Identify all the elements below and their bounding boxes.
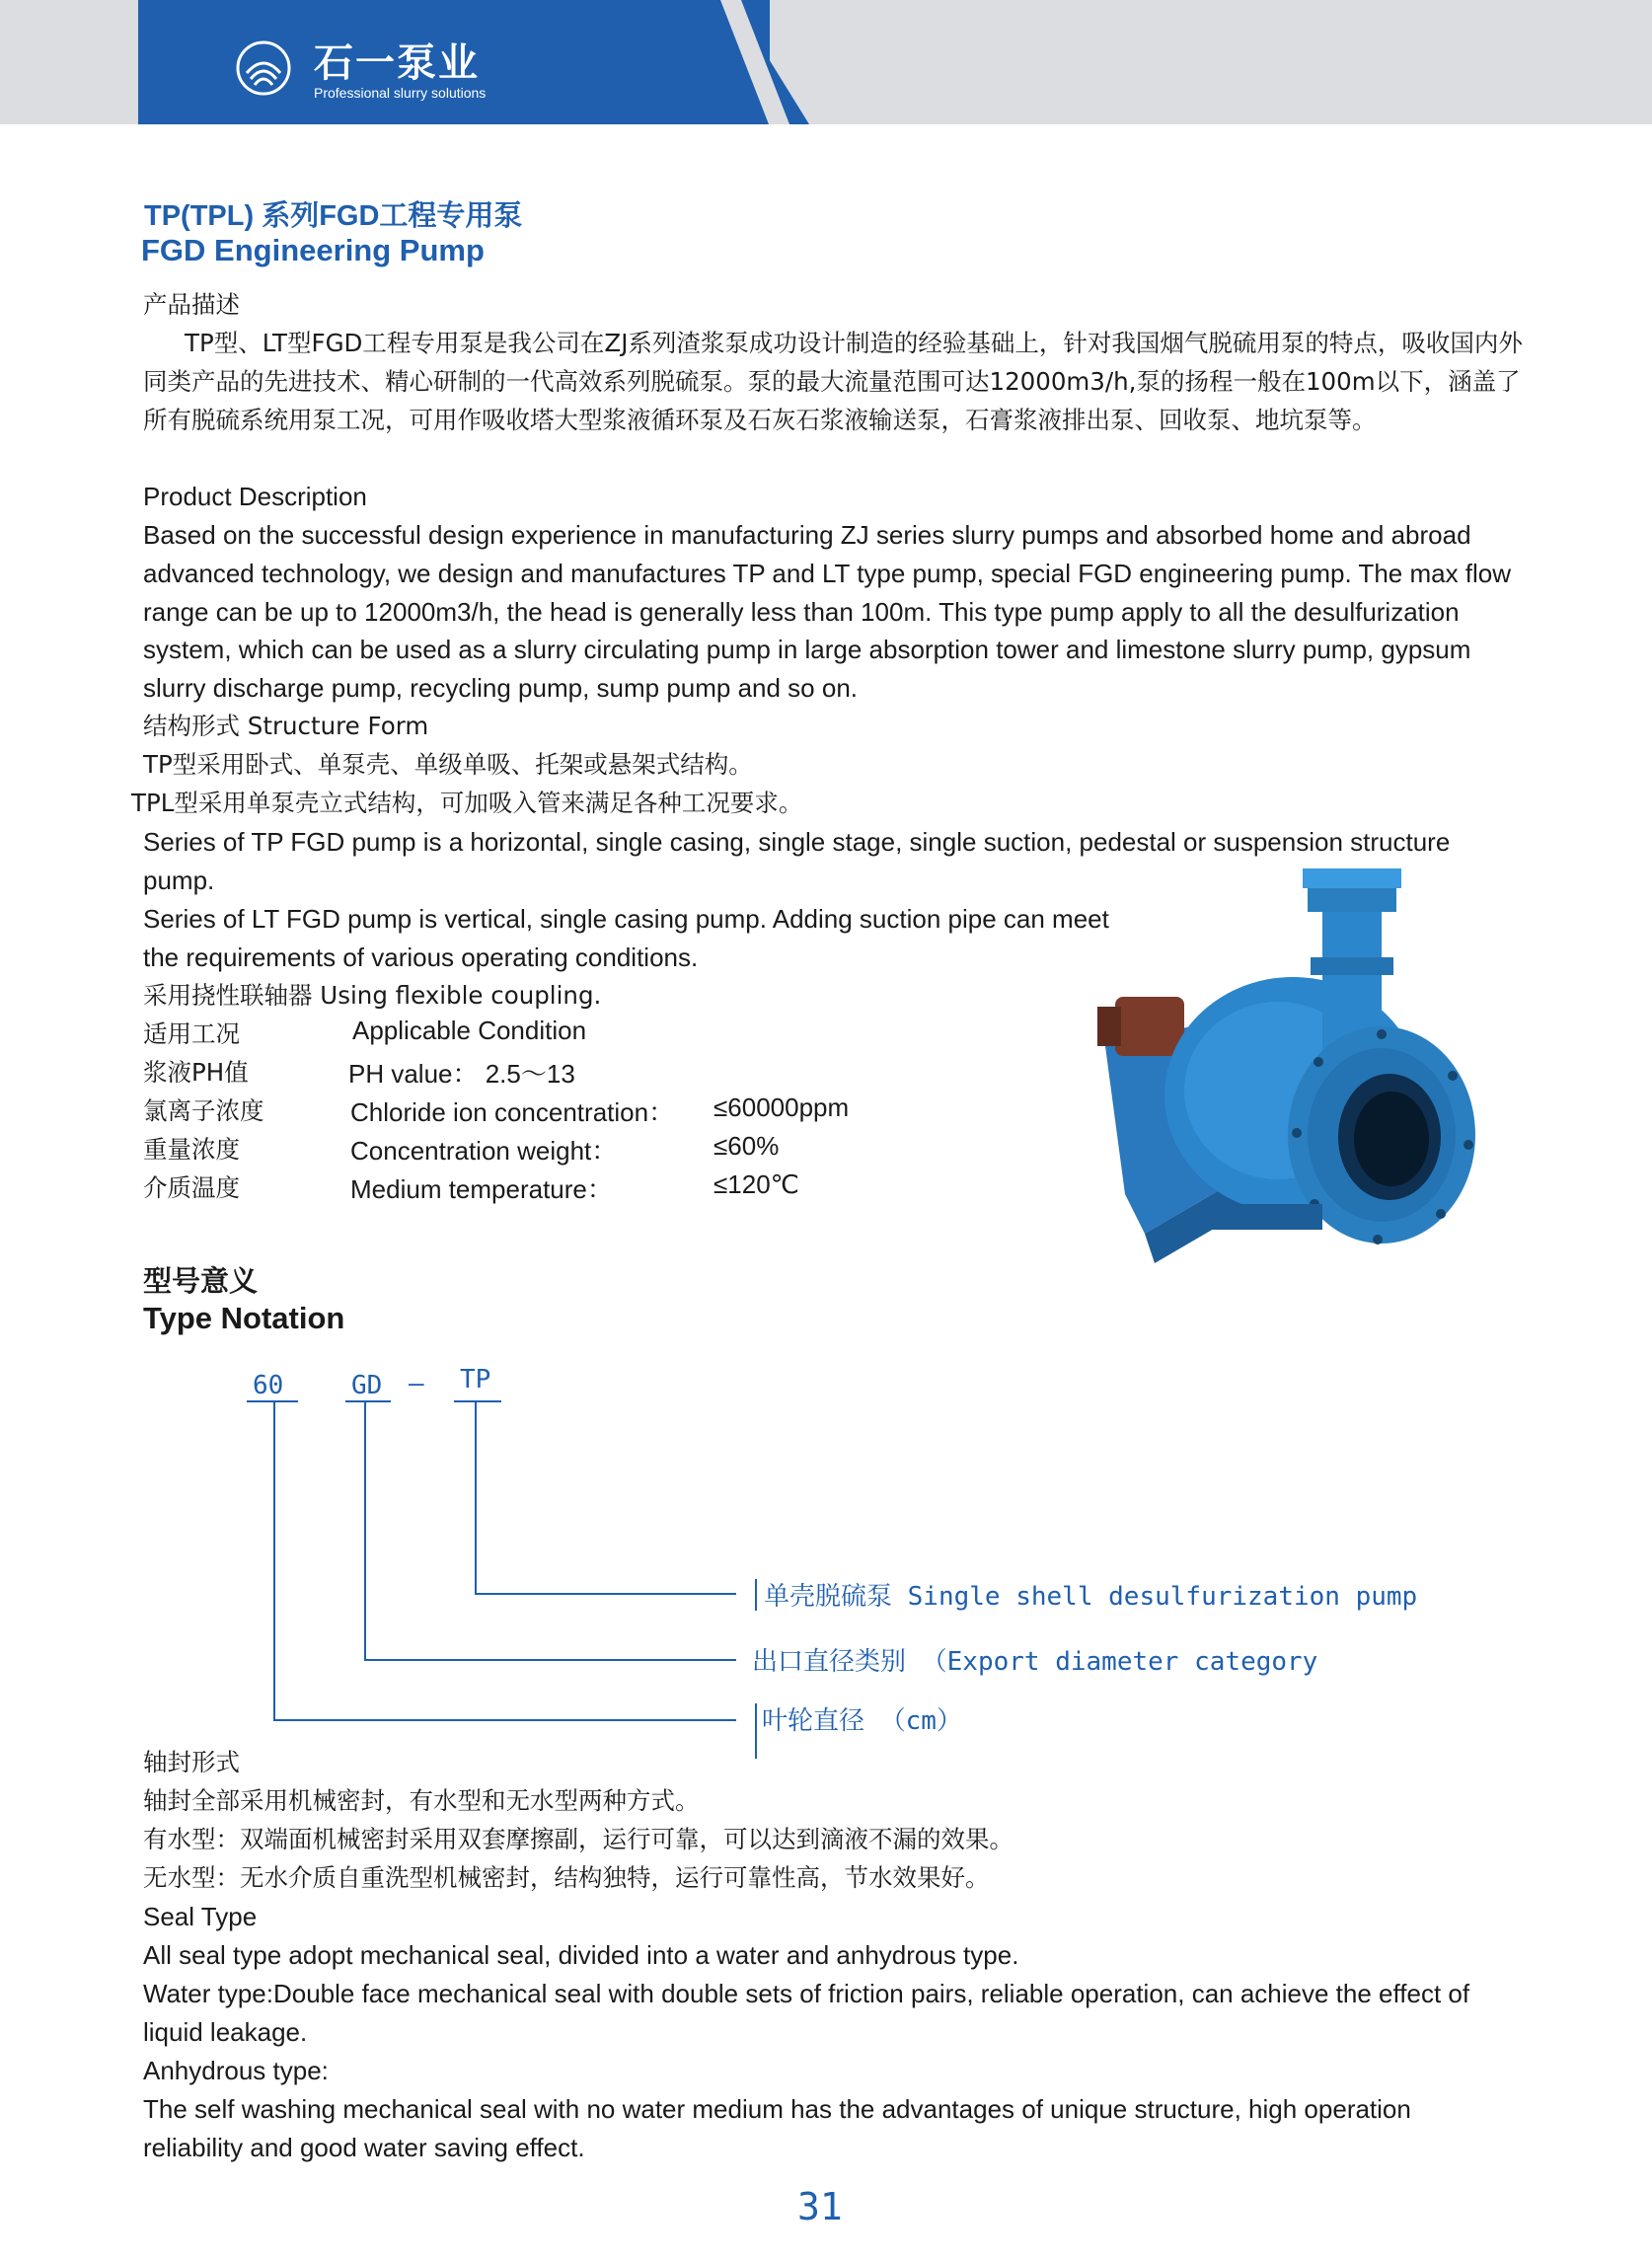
description-body-cn: TP型、LT型FGD工程专用泵是我公司在ZJ系列渣浆泵成功设计制造的经验基础上，针对我国烟气脱硫用泵的特点，吸收国内外同类产品的先进技术、精心研制的一代高效系列脱硫泵。泵的最大流量范围可达12000m3/h,泵的扬程一般在100m以下，涵盖了所有脱硫系统用泵工况，可用作吸收塔大型浆液循环泵及石灰石浆液输送泵，石膏浆液排出泵、回收泵、地坑泵等。 [143, 329, 1523, 434]
type-notation-heading-en: Type Notation [143, 1301, 345, 1335]
coupling-line: 采用挠性联轴器 Using flexible coupling. [143, 981, 602, 1010]
structure-heading: 结构形式 Structure Form [143, 712, 429, 740]
company-name: 石一泵业 [314, 39, 480, 86]
pump-photo [1086, 868, 1500, 1313]
code-dash: — [409, 1369, 424, 1398]
condition-heading-en: Applicable Condition [352, 1016, 587, 1045]
seal-line-cn-2: 有水型：双端面机械密封采用双套摩擦副，运行可靠，可以达到滴液不漏的效果。 [143, 1825, 1014, 1853]
type-notation-heading-cn: 型号意义 [143, 1264, 259, 1298]
company-logo-icon [235, 39, 292, 97]
notation-label-impeller: 叶轮直径 （cm） [762, 1706, 962, 1736]
condition-heading-cn: 适用工况 [143, 1019, 240, 1048]
seal-line-cn-1: 轴封全部采用机械密封，有水型和无水型两种方式。 [143, 1786, 700, 1815]
description-heading-en: Product Description [143, 482, 367, 511]
notation-connector-lines [247, 1401, 756, 1759]
condition-label-cn: 氯离子浓度 [143, 1096, 264, 1125]
page-title-en: FGD Engineering Pump [141, 233, 485, 267]
company-tagline: Professional slurry solutions [314, 85, 487, 101]
page-title-cn: TP(TPL) 系列FGD工程专用泵 [144, 200, 523, 232]
seal-line-en-3: Anhydrous type: [143, 2056, 329, 2085]
condition-row [143, 1093, 933, 1131]
condition-label-cn: 重量浓度 [143, 1135, 240, 1164]
structure-line-en-1: Series of TP FGD pump is a horizontal, single casing, single stage, single suction, pedestal or suspension structure pump. [143, 827, 1451, 895]
condition-value: ≤60% [713, 1131, 780, 1161]
seal-line-en-1: All seal type adopt mechanical seal, divided into a water and anhydrous type. [143, 1940, 1019, 1970]
seal-heading-en: Seal Type [143, 1902, 258, 1931]
condition-value: ≤60000ppm [713, 1093, 850, 1122]
description-body-en: Based on the successful design experience in manufacturing ZJ series slurry pumps and absorbed home and abroad advanced technology, we design and manufactures TP and LT type pump, special FGD engineering pump. The max flow range can be up to 12000m3/h, the head is generally less than 100m. This type pump apply to all the desulfurization system, which can be used as a slurry circulating pump in large absorption tower and limestone slurry pump, gypsum slurry discharge pump, recycling pump, sump pump and so on. [143, 520, 1512, 704]
condition-row [143, 1131, 933, 1169]
seal-line-cn-3: 无水型：无水介质自重洗型机械密封，结构独特，运行可靠性高，节水效果好。 [143, 1863, 990, 1892]
condition-label-cn: 介质温度 [143, 1173, 240, 1202]
condition-heading-row [143, 1016, 933, 1054]
seal-heading-cn: 轴封形式 [143, 1748, 240, 1776]
structure-line-tp: TP型采用卧式、单泵壳、单级单吸、托架或悬架式结构。 [143, 750, 753, 779]
code-impeller: 60 [253, 1371, 284, 1400]
page-number: 31 [797, 2185, 843, 2228]
structure-line-en-2: Series of LT FGD pump is vertical, single casing pump. Adding suction pipe can meet the requirements of various operating conditions. [143, 904, 1109, 972]
notation-label-type: 单壳脱硫泵 Single shell desulfurization pump [764, 1582, 1418, 1612]
type-notation-diagram [0, 1352, 1652, 1767]
description-heading-cn: 产品描述 [143, 290, 240, 319]
seal-line-en-2: Water type:Double face mechanical seal with double sets of friction pairs, reliable operation, can achieve the effect of liquid leakage. [143, 1979, 1470, 2047]
condition-value: ≤120℃ [713, 1169, 799, 1199]
condition-label-en: PH value： 2.5～13 [348, 1059, 575, 1089]
condition-label-cn: 浆液PH值 [143, 1058, 249, 1087]
structure-line-tpl: TPL型采用单泵壳立式结构，可加吸入管来满足各种工况要求。 [131, 789, 803, 817]
condition-label-en: Chloride ion concentration： [350, 1097, 675, 1127]
notation-label-outlet: 出口直径类别 （Export diameter category [752, 1647, 1318, 1677]
seal-line-en-4: The self washing mechanical seal with no water medium has the advantages of unique structure, high operation reliability and good water saving effect. [143, 2094, 1411, 2162]
condition-label-en: Concentration weight： [350, 1136, 618, 1166]
condition-row [143, 1054, 933, 1093]
code-outlet: GD [351, 1371, 383, 1400]
condition-label-en: Medium temperature： [350, 1174, 613, 1204]
code-type: TP [460, 1365, 491, 1394]
condition-row [143, 1169, 933, 1208]
